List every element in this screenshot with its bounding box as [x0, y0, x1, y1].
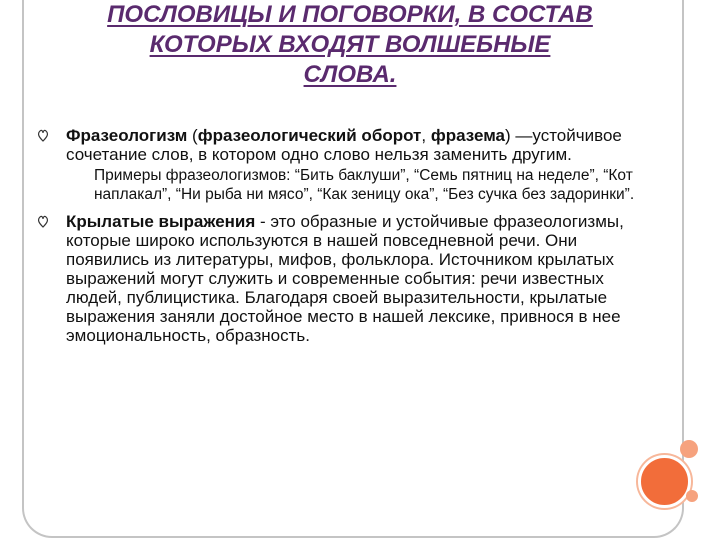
decor-circle-large [638, 455, 691, 508]
title-line-2: КОТОРЫХ ВХОДЯТ ВОЛШЕБНЫЕ [149, 31, 551, 58]
paren-open: ( [187, 126, 198, 145]
decor-circle-small [686, 490, 698, 502]
comma: , [421, 126, 431, 145]
bullet-list [36, 126, 640, 353]
bullet-text-1 [66, 126, 640, 164]
fleuron-icon [36, 214, 50, 228]
title-line-1: ПОСЛОВИЦЫ И ПОГОВОРКИ, В СОСТАВ [107, 1, 593, 28]
slide-title [30, 0, 670, 90]
bullet-item-winged-expressions [36, 212, 640, 345]
definition-text: ) —устойчивое сочетание слов, в котором одно слово нельзя заменить другим. [66, 126, 622, 164]
term-phraseologism: Фразеологизм [66, 126, 188, 145]
term-winged-expressions: Крылатые выражения [66, 212, 256, 231]
fleuron-icon [36, 128, 50, 142]
bullet-text-2 [66, 212, 640, 345]
term-phraseological-turn: фразеологический оборот [197, 126, 422, 145]
examples-text: Примеры фразеологизмов: “Бить баклуши”, “Семь пятниц на неделе”, “Кот наплакал”, “Ни рыба ни мясо”, “Как зеницу ока”, “Без сучка без задоринки”. [94, 167, 635, 203]
term-phrazema: фразема [430, 126, 506, 145]
bullet-item-phraseologism [36, 126, 640, 204]
decor-circle-medium [680, 440, 698, 458]
winged-expressions-text: - это образные и устойчивые фразеологизмы, которые широко используются в нашей повседневной речи. Они появились из литературы, мифов, фольклора. Источником крылатых выражений могут служить и современные события: речи известных людей, публицистика. Благодаря своей выразительности, крылатые выражения заняли достойное место в нашей лексике, привнося в нее эмоциональность, образность. [66, 212, 624, 345]
title-line-3: СЛОВА. [303, 61, 397, 88]
